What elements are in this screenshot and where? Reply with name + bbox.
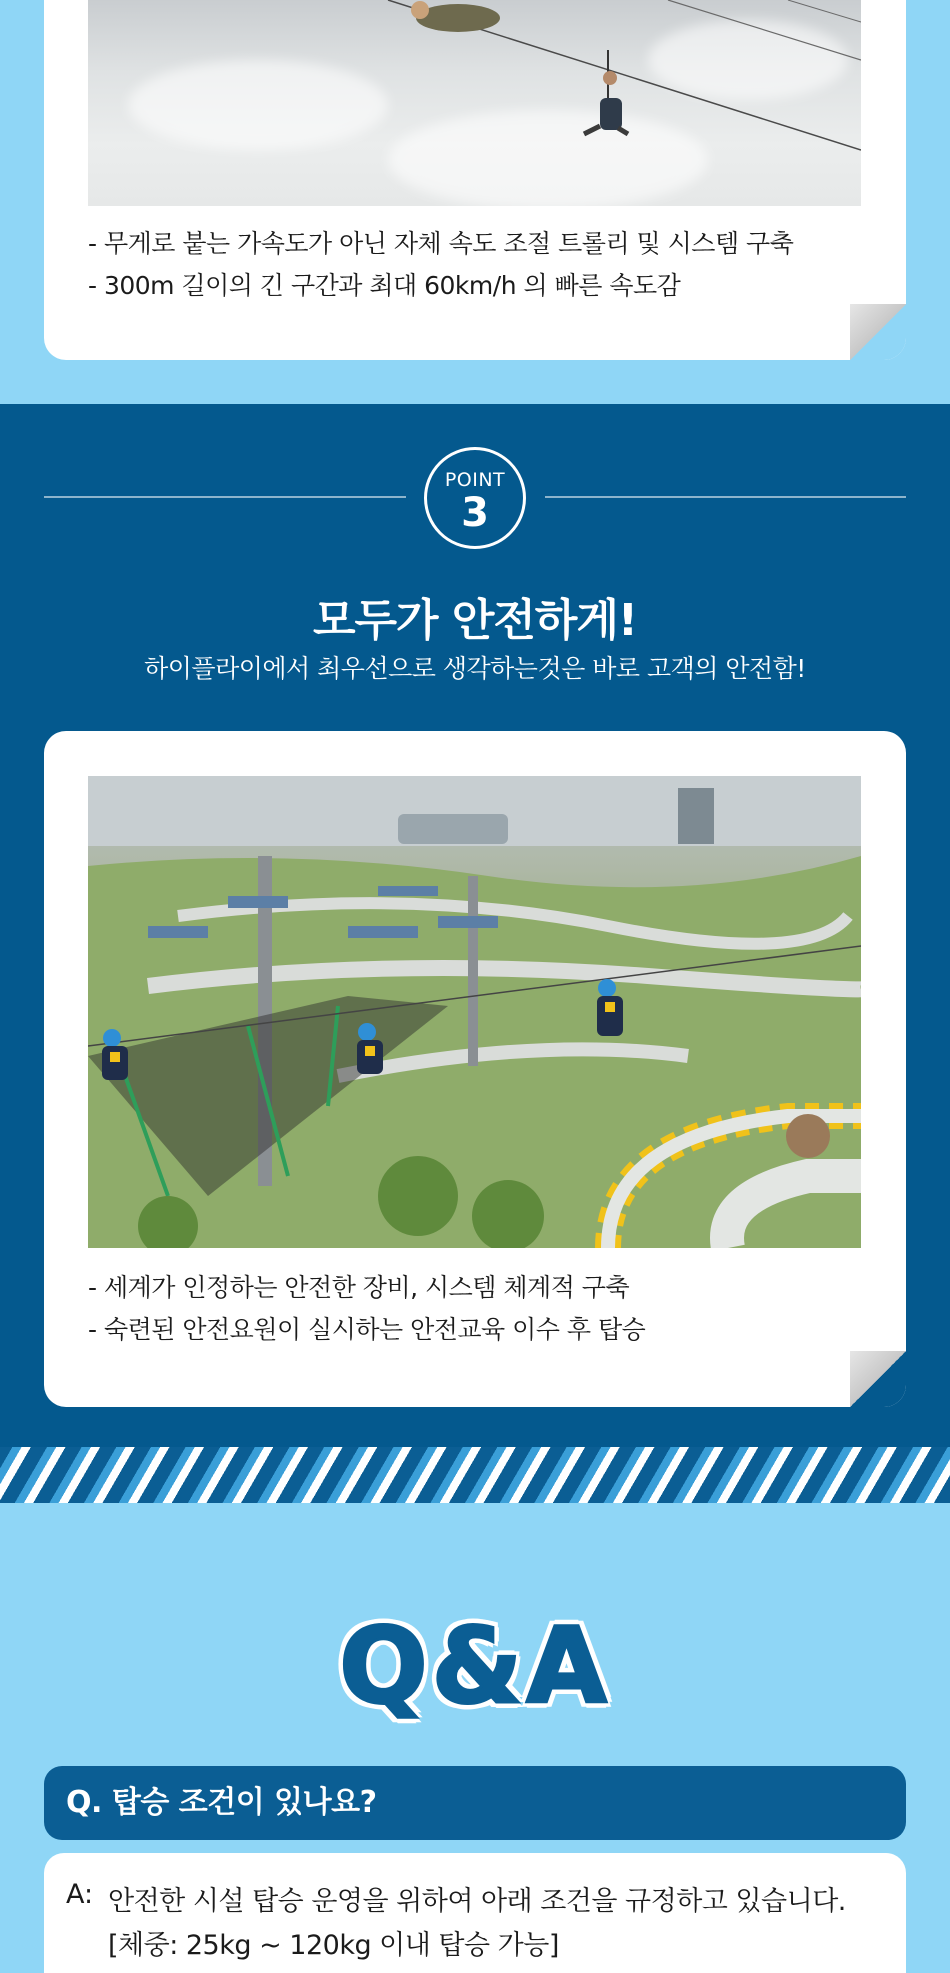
answer-prefix: A: xyxy=(66,1879,94,1910)
bullet-item: - 300m 길이의 긴 구간과 최대 60km/h 의 빠른 속도감 xyxy=(88,271,681,300)
feature-card-2 xyxy=(44,0,906,360)
qa-title: Q&A xyxy=(339,1605,611,1727)
divider-right xyxy=(545,496,906,498)
section-title: 모두가 안전하게! xyxy=(313,595,637,646)
zipline-illustration xyxy=(88,0,861,206)
page-fold-corner xyxy=(850,1351,906,1407)
divider-left xyxy=(44,496,406,498)
feature-2-bullets xyxy=(88,223,793,307)
point-badge-label: POINT xyxy=(444,469,506,491)
feature-3-bullets xyxy=(88,1267,645,1351)
qa-answer xyxy=(44,1853,906,1973)
section-subtitle: 하이플라이에서 최우선으로 생각하는것은 바로 고객의 안전함! xyxy=(144,654,806,683)
zipline-photo-sky xyxy=(88,0,861,206)
point-badge-number: 3 xyxy=(461,490,489,536)
bullet-item: - 세계가 인정하는 안전한 장비, 시스템 체계적 구축 xyxy=(88,1273,630,1302)
zipline-park-illustration xyxy=(88,776,861,1248)
feature-section-2 xyxy=(0,0,950,404)
stripe-divider xyxy=(0,1447,950,1503)
answer-text: 안전한 시설 탑승 운영을 위하여 아래 조건을 규정하고 있습니다. xyxy=(108,1886,846,1917)
feature-card-3 xyxy=(44,731,906,1407)
zipline-park-photo xyxy=(88,776,861,1248)
point-badge xyxy=(424,447,526,549)
bullet-item: - 숙련된 안전요원이 실시하는 안전교육 이수 후 탑승 xyxy=(88,1315,646,1344)
answer-condition: [체중: 25kg ~ 120kg 이내 탑승 가능] xyxy=(108,1930,559,1961)
bullet-item: - 무게로 붙는 가속도가 아닌 자체 속도 조절 트롤리 및 시스템 구축 xyxy=(88,229,794,258)
page-fold-corner xyxy=(850,304,906,360)
point-3-section xyxy=(0,404,950,1447)
qa-question-toggle[interactable]: Q. 탑승 조건이 있나요? xyxy=(44,1766,906,1840)
